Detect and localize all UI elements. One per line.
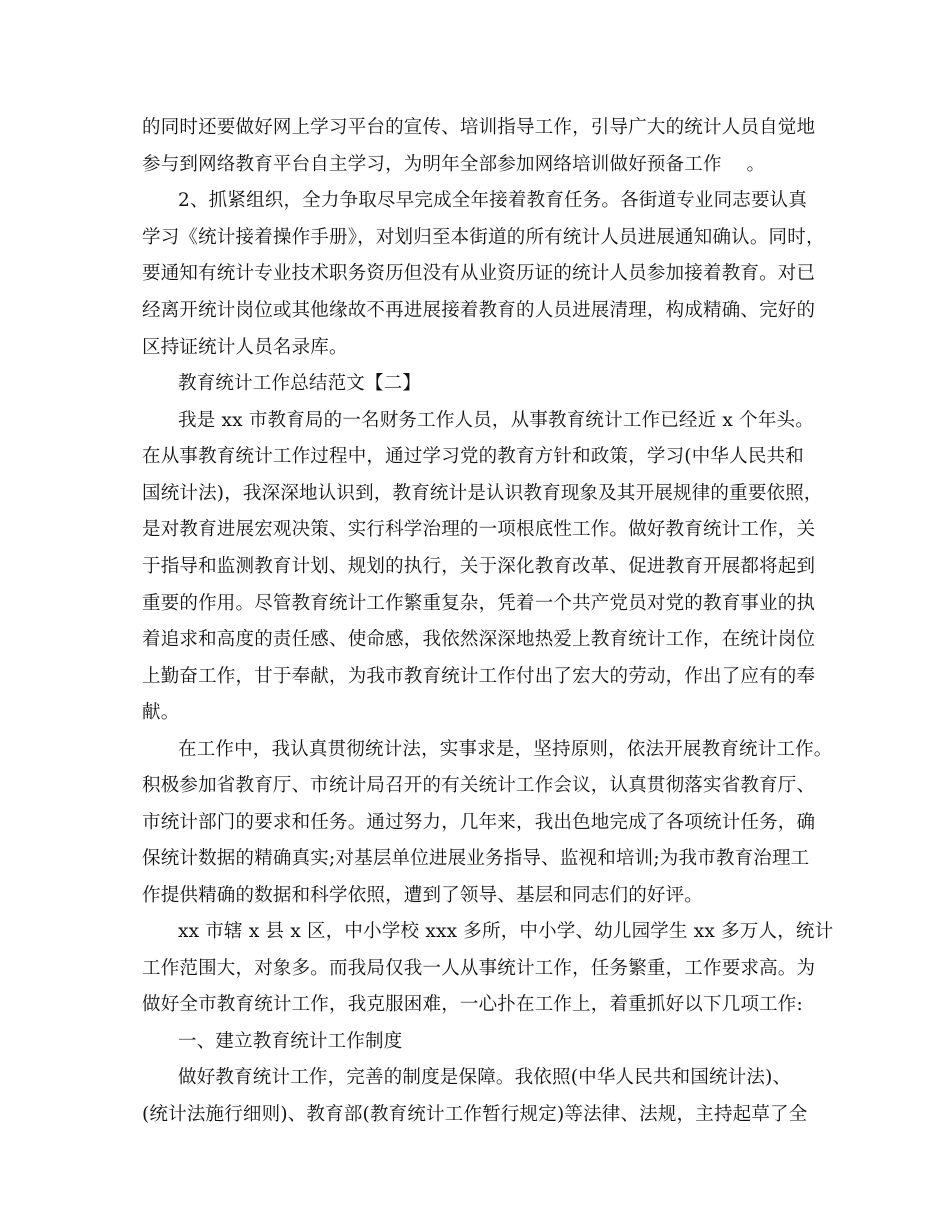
text-line: 积极参加省教育厅、市统计局召开的有关统计工作会议，认真贯彻落实省教育厅、	[142, 775, 816, 796]
text-line: 学习《统计接着操作手册》，对划归至本街道的所有统计人员进展通知确认。同时，	[142, 227, 825, 248]
text-line: 参与到网络教育平台自主学习，为明年全部参加网络培训做好预备工作 。	[142, 154, 766, 175]
text-line: 区持证统计人员名录库。	[142, 337, 348, 358]
text-line: 经离开统计岗位或其他缘故不再进展接着教育的人员进展清理，构成精确、完好的	[142, 300, 816, 321]
text-line: 献。	[142, 702, 180, 723]
text-line: 我是 xx 市教育局的一名财务工作人员，从事教育统计工作已经近 x 个年头。	[178, 410, 814, 431]
text-line: 2、抓紧组织，全力争取尽早完成全年接着教育任务。各街道专业同志要认真	[178, 190, 808, 211]
text-line: 在从事教育统计工作过程中，通过学习党的教育方针和政策，学习(中华人民共和	[142, 446, 804, 467]
text-line: 于指导和监测教育计划、规划的执行，关于深化教育改革、促进教育开展都将起到	[142, 556, 816, 577]
section-heading: 一、建立教育统计工作制度	[178, 1031, 403, 1052]
text-line: xx 市辖 x 县 x 区，中小学校 xxx 多所，中小学、幼儿园学生 xx 多万人，统计	[178, 921, 834, 942]
text-line: 保统计数据的精确真实;对基层单位进展业务指导、监视和培训;为我市教育治理工	[142, 848, 810, 869]
text-line: 要通知有统计专业技术职务资历但没有从业资历证的统计人员参加接着教育。对已	[142, 263, 816, 284]
text-line: 作提供精确的数据和科学依照，遭到了领导、基层和同志们的好评。	[142, 885, 704, 906]
text-line: 做好全市教育统计工作，我克服困难，一心扑在工作上，着重抓好以下几项工作:	[142, 994, 803, 1015]
text-line: 市统计部门的要求和任务。通过努力，几年来，我出色地完成了各项统计任务，确	[142, 812, 816, 833]
text-line: 在工作中，我认真贯彻统计法，实事求是，坚持原则，依法开展教育统计工作。	[178, 739, 833, 760]
text-line: 是对教育进展宏观决策、实行科学治理的一项根底性工作。做好教育统计工作，关	[142, 519, 816, 540]
text-line: 重要的作用。尽管教育统计工作繁重复杂，凭着一个共产党员对党的教育事业的执	[142, 593, 816, 614]
text-line: (统计法施行细则)、教育部(教育统计工作暂行规定)等法律、法规，主持起草了全	[142, 1104, 808, 1125]
text-line: 着追求和高度的责任感、使命感，我依然深深地热爱上教育统计工作，在统计岗位	[142, 629, 816, 650]
text-line: 的同时还要做好网上学习平台的宣传、培训指导工作，引导广大的统计人员自觉地	[142, 117, 816, 138]
section-heading: 教育统计工作总结范文【二】	[178, 373, 422, 394]
text-line: 做好教育统计工作，完善的制度是保障。我依照(中华人民共和国统计法)、	[178, 1067, 792, 1088]
text-line: 国统计法)，我深深地认识到，教育统计是认识教育现象及其开展规律的重要依照，	[142, 483, 823, 504]
text-line: 上勤奋工作，甘于奉献，为我市教育统计工作付出了宏大的劳动，作出了应有的奉	[142, 666, 816, 687]
text-line: 工作范围大，对象多。而我局仅我一人从事统计工作，任务繁重，工作要求高。为	[142, 958, 816, 979]
